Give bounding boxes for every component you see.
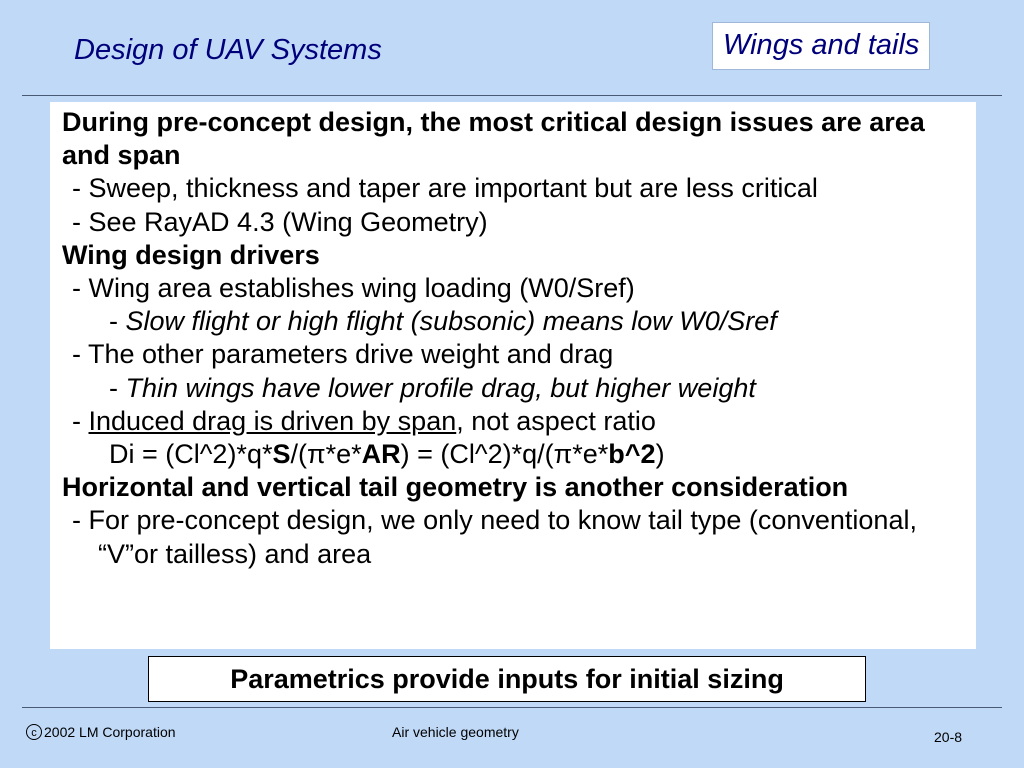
- thin-wings-text: Thin wings have lower profile drag, but higher weight: [125, 372, 756, 403]
- induced-drag-suffix: , not aspect ratio: [456, 405, 656, 436]
- bullet-heading-critical-issues: During pre-concept design, the most critical design issues are area and span: [62, 107, 925, 171]
- footer-topic: Air vehicle geometry: [392, 724, 519, 740]
- induced-drag-underlined: Induced drag is driven by span: [88, 405, 457, 436]
- copyright-text: 2002 LM Corporation: [44, 724, 176, 740]
- sub-bullet-induced-drag: [62, 405, 964, 438]
- formula-part: ): [655, 439, 665, 470]
- slide-content-box: [50, 102, 976, 649]
- header-divider: [22, 95, 1002, 96]
- induced-drag-prefix: -: [72, 405, 89, 436]
- page-number: 20-8: [934, 729, 963, 745]
- sub-sub-bullet-thin-wings: [62, 372, 964, 405]
- induced-drag-formula: [62, 438, 964, 471]
- dash: -: [109, 372, 126, 403]
- callout-box: Parametrics provide inputs for initial sizing: [148, 656, 866, 702]
- formula-part: *e*: [572, 439, 609, 470]
- formula-pi-symbol: π: [306, 439, 326, 470]
- sub-sub-bullet-slow-flight: [62, 305, 964, 338]
- formula-area-symbol: S: [272, 439, 291, 470]
- slow-flight-text: Slow flight or high flight (subsonic) means low W0/Sref: [125, 306, 777, 337]
- formula-part: *e*: [325, 439, 362, 470]
- formula-aspect-ratio-symbol: AR: [361, 439, 401, 470]
- sub-bullet-sweep: - Sweep, thickness and taper are important but are less critical: [72, 173, 818, 204]
- formula-pi-symbol: π: [553, 439, 573, 470]
- slide-topic-title: Wings and tails: [712, 22, 930, 70]
- formula-part: ) = (Cl^2)*q/(: [400, 439, 554, 470]
- formula-part: Di = (Cl^2)*q*: [109, 439, 273, 470]
- formula-part: /(: [290, 439, 307, 470]
- footer-copyright: [26, 724, 176, 740]
- dash: -: [109, 306, 126, 337]
- sub-bullet-tail-type: - For pre-concept design, we only need to know tail type (conventional, “V”or tailless) and area: [72, 505, 917, 569]
- sub-bullet-other-parameters: - The other parameters drive weight and drag: [72, 339, 614, 370]
- bullet-heading-tail-geometry: Horizontal and vertical tail geometry is another consideration: [62, 472, 849, 503]
- copyright-icon: c: [26, 724, 42, 740]
- sub-bullet-wing-area: - Wing area establishes wing loading (W0/Sref): [72, 273, 635, 304]
- sub-bullet-rayad: - See RayAD 4.3 (Wing Geometry): [72, 206, 488, 237]
- bullet-heading-wing-drivers: Wing design drivers: [62, 239, 320, 270]
- slide-course-title: Design of UAV Systems: [74, 34, 382, 66]
- formula-span-squared: b^2: [608, 439, 656, 470]
- footer-divider: [22, 707, 1002, 708]
